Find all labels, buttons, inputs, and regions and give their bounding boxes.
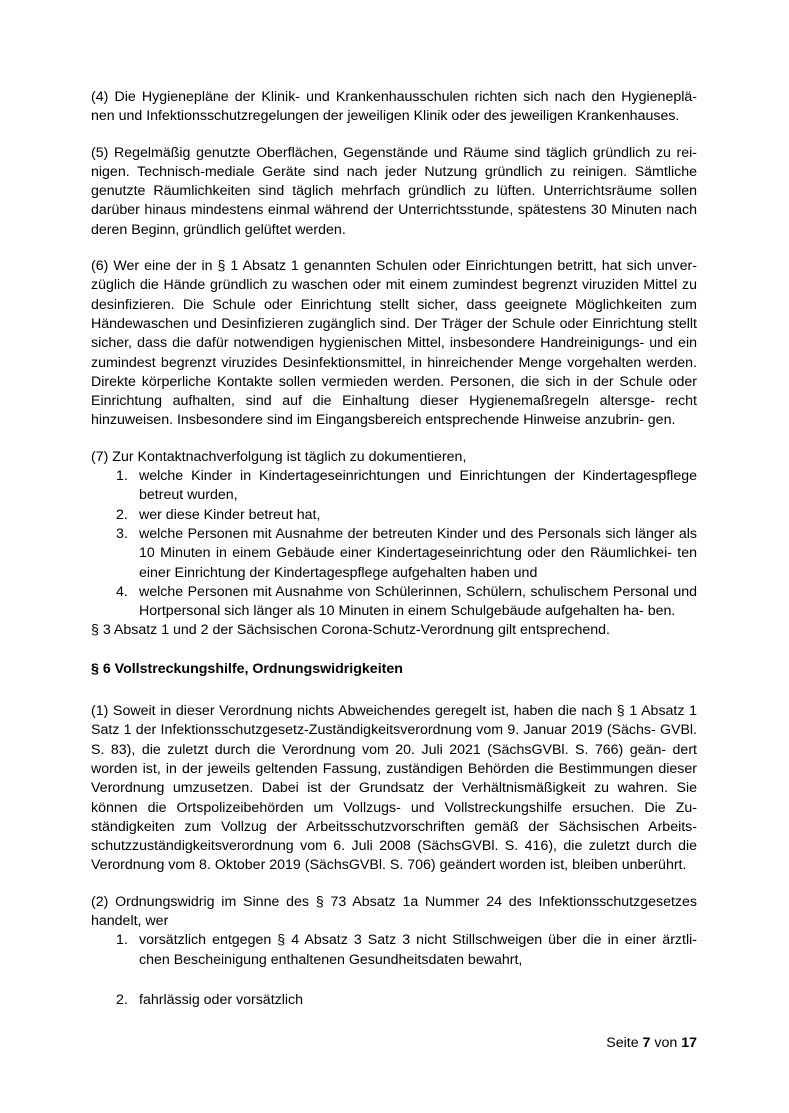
paragraph-5: (5) Regelmäßig genutzte Oberflächen, Gegenstände und Räume sind täglich gründlich zu rei- nigen. Technisch-mediale Geräte sind nach jeder Nutzung gründlich zu reinigen. Sämtliche genutzte Räumlichkeiten sind täglich mehrfach gründlich zu lüften. Unterrichtsräume sollen darüber hinaus mindestens einmal während der Unterrichtsstunde, spätestens 30 Minuten nach deren Beginn, gründlich gelüftet werden.: [91, 144, 697, 238]
list-item-number: 4.: [116, 583, 128, 600]
document-body: [91, 88, 697, 1010]
list-item-number: 2.: [116, 506, 128, 523]
section-6-paragraph-1: (1) Soweit in dieser Verordnung nichts Abweichendes geregelt ist, haben die nach § 1 Absatz 1 Satz 1 der Infektionsschutzgesetz-Zuständigkeitsverordnung vom 9. Januar 2019 (Sächs- GVBl. S. 83), die zuletzt durch die Verordnung vom 20. Juli 2021 (SächsGVBl. S. 766) geän- dert worden ist, in der jeweils geltenden Fassung, zuständigen Behörden die Bestimmungen dieser Verordnung umzusetzen. Dabei ist der Grundsatz der Verhältnismäßigkeit zu wahren. Sie können die Ortspolizeibehörden um Vollzugs- und Vollstreckungshilfe ersuchen. Die Zu- ständigkeiten zum Vollzug der Arbeitsschutzvorschriften gemäß der Sächsischen Arbeits- schutzzuständigkeitsverordnung vom 6. Juli 2008 (SächsGVBl. S. 416), die zuletzt durch die Verordnung vom 8. Oktober 2019 (SächsGVBl. S. 706) geändert worden ist, bleiben unberührt.: [91, 703, 697, 874]
list-item-text: wer diese Kinder betreut hat,: [139, 506, 321, 523]
list-item-number: 1.: [116, 932, 128, 949]
list-item: [91, 931, 697, 970]
footer-total-pages: 17: [681, 1035, 697, 1051]
paragraph-7-list: [91, 467, 697, 621]
section-heading: § 6 Vollstreckungshilfe, Ordnungswidrigkeiten: [91, 660, 403, 677]
list-item: [91, 467, 697, 506]
list-item-text: welche Kinder in Kindertageseinrichtungen und Einrichtungen der Kindertagespflege betreut wurden,: [139, 468, 697, 504]
list-item-number: 1.: [116, 468, 128, 485]
paragraph-4: (4) Die Hygienepläne der Klinik- und Krankenhausschulen richten sich nach den Hygieneplä- nen und Infektionsschutzregelungen der jeweiligen Klinik oder des jeweiligen Krankenhauses.: [91, 89, 697, 125]
list-item-text: welche Personen mit Ausnahme von Schülerinnen, Schülern, schulischem Personal und Hortpersonal sich länger als 10 Minuten in einem Schulgebäude aufgehalten ha- ben.: [139, 583, 697, 620]
section-6-paragraph-2-list: [91, 931, 697, 1010]
list-item-text: welche Personen mit Ausnahme der betreuten Kinder und des Personals sich länger als 10 Minuten in einem Gebäude einer Kindertageseinrichtung oder den Räumlichkei- ten einer Einrichtung der Kindertagespflege aufgehalten haben und: [139, 525, 697, 581]
list-item: [91, 991, 697, 1010]
paragraph-7: [91, 448, 697, 641]
paragraph-6: (6) Wer eine der in § 1 Absatz 1 genannten Schulen oder Einrichtungen betritt, hat sich unver- züglich die Hände gründlich zu waschen oder mit einem zumindest begrenzt viruziden Mittel zu desinfizieren. Die Schule oder Einrichtung stellt sicher, dass geeignete Möglichkeiten zum Händewaschen und Desinfizieren zugänglich sind. Der Träger der Schule oder Einrichtung stellt sicher, dass die dafür notwendigen hygienischen Mittel, insbesondere Handreinigungs- und ein zumindest begrenzt viruzides Desinfektionsmittel, in hinreichender Menge vorgehalten werden. Direkte körperliche Kontakte sollen vermieden werden. Personen, die sich in der Schule oder Einrichtung aufhalten, sind auf die Einhaltung dieser Hygienemaßregeln altersge- recht hinzuweisen. Insbesondere sind im Eingangsbereich entsprechende Hinweise anzubrin- gen.: [91, 258, 697, 429]
list-item-text: fahrlässig oder vorsätzlich: [139, 991, 304, 1008]
section-6-paragraph-2: [91, 893, 697, 1010]
page-number-footer: [606, 1034, 697, 1053]
list-item: [91, 525, 697, 583]
list-item-text: vorsätzlich entgegen § 4 Absatz 3 Satz 3 nicht Stillschweigen über die in einer ärztli- chen Bescheinigung enthaltenen Gesundheitsdaten bewahrt,: [139, 932, 697, 968]
list-item-number: 2.: [116, 991, 128, 1008]
list-item-number: 3.: [116, 525, 128, 542]
list-item: [91, 583, 697, 622]
footer-prefix: Seite: [606, 1035, 639, 1051]
footer-middle: von: [654, 1035, 678, 1051]
paragraph-7-outro: § 3 Absatz 1 und 2 der Sächsischen Corona-Schutz-Verordnung gilt entsprechend.: [91, 622, 610, 639]
paragraph-7-intro: (7) Zur Kontaktnachverfolgung ist täglich zu dokumentieren,: [91, 448, 467, 465]
footer-page-number: 7: [642, 1035, 651, 1051]
list-item: [91, 506, 697, 525]
section-6-paragraph-2-intro: (2) Ordnungswidrig im Sinne des § 73 Absatz 1a Nummer 24 des Infektionsschutzgesetzes handelt, wer: [91, 893, 697, 929]
